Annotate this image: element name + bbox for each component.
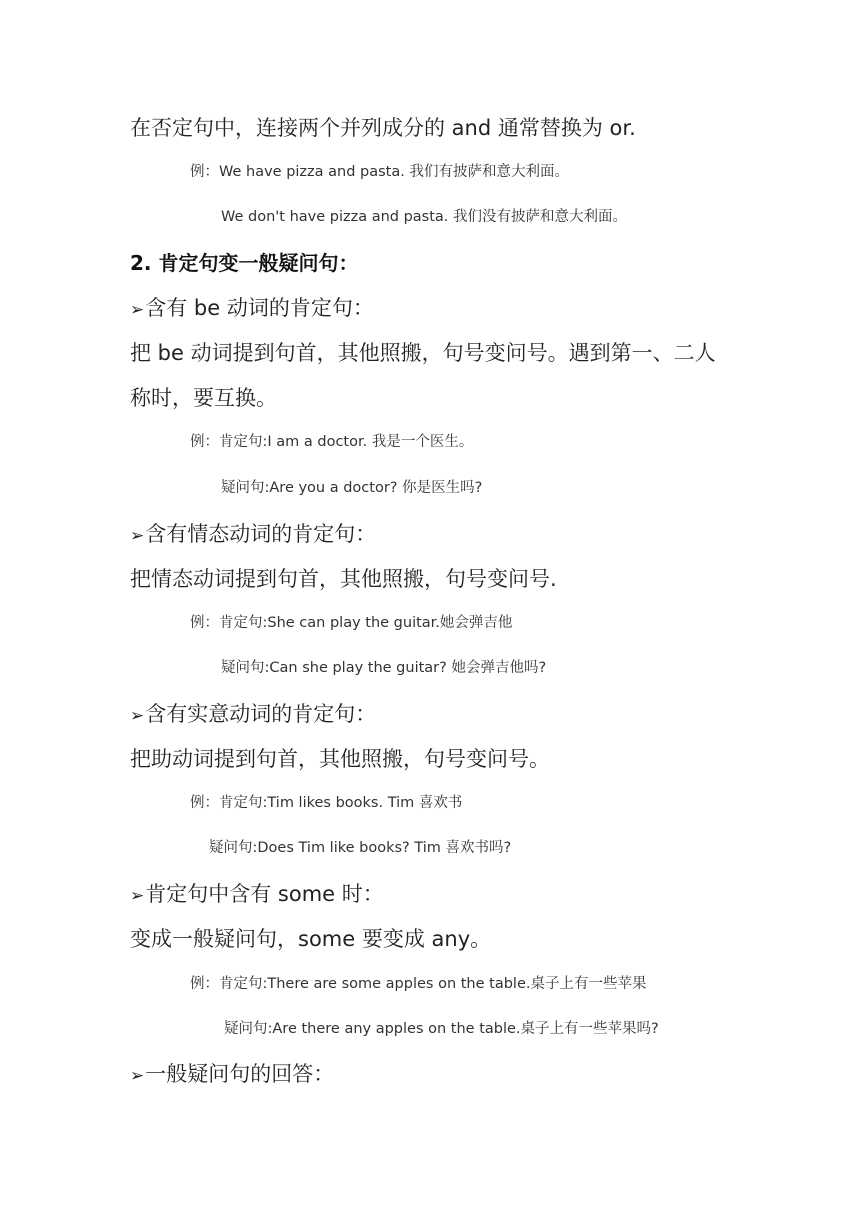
subsection-title-answers	[130, 1060, 334, 1090]
modal-verb-example-affirmative: 例：肯定句:She can play the guitar.她会弹吉他	[190, 615, 513, 631]
example-affirmative: 例：We have pizza and pasta. 我们有披萨和意大利面。	[190, 164, 569, 180]
negation-rule-text: 在否定句中，连接两个并列成分的 and 通常替换为 or.	[130, 116, 636, 140]
arrow-bullet-icon: ➢	[130, 1066, 145, 1086]
subsection-title-label: 一般疑问句的回答：	[145, 1062, 335, 1086]
subsection-title-label: 含有 be 动词的肯定句：	[145, 296, 374, 320]
be-verb-example-question: 疑问句:Are you a doctor? 你是医生吗?	[221, 480, 483, 496]
arrow-bullet-icon: ➢	[130, 886, 145, 906]
section-heading: 2. 肯定句变一般疑问句：	[130, 251, 359, 275]
subsection-title-label: 肯定句中含有 some 时：	[145, 882, 384, 906]
arrow-bullet-icon: ➢	[130, 300, 145, 320]
subsection-title-label: 含有情态动词的肯定句：	[145, 522, 377, 546]
main-verb-example-question: 疑问句:Does Tim like books? Tim 喜欢书吗?	[209, 840, 512, 856]
some-any-rule: 变成一般疑问句，some 要变成 any。	[130, 927, 492, 951]
arrow-bullet-icon: ➢	[130, 526, 145, 546]
arrow-bullet-icon: ➢	[130, 706, 145, 726]
modal-verb-example-question: 疑问句:Can she play the guitar? 她会弹吉他吗?	[221, 660, 547, 676]
main-verb-rule: 把助动词提到句首，其他照搬，句号变问号。	[130, 747, 550, 771]
some-any-example-affirmative: 例：肯定句:There are some apples on the table.桌子上有一些苹果	[190, 976, 647, 992]
subsection-title-some	[130, 880, 384, 910]
example-negative: We don't have pizza and pasta. 我们没有披萨和意大利面。	[221, 209, 628, 225]
be-verb-rule-line1: 把 be 动词提到句首，其他照搬，句号变问号。遇到第一、二人	[130, 341, 716, 365]
modal-verb-rule: 把情态动词提到句首，其他照搬，句号变问号.	[130, 567, 557, 591]
main-verb-example-affirmative: 例：肯定句:Tim likes books. Tim 喜欢书	[190, 795, 463, 811]
subsection-title-modal-verb	[130, 520, 376, 550]
some-any-example-question: 疑问句:Are there any apples on the table.桌子上有一些苹果吗?	[224, 1021, 659, 1037]
be-verb-example-affirmative: 例：肯定句:I am a doctor. 我是一个医生。	[190, 434, 474, 450]
subsection-title-be-verb	[130, 294, 374, 324]
be-verb-rule-line2: 称时，要互换。	[130, 386, 277, 410]
subsection-title-label: 含有实意动词的肯定句：	[145, 702, 377, 726]
subsection-title-main-verb	[130, 700, 376, 730]
